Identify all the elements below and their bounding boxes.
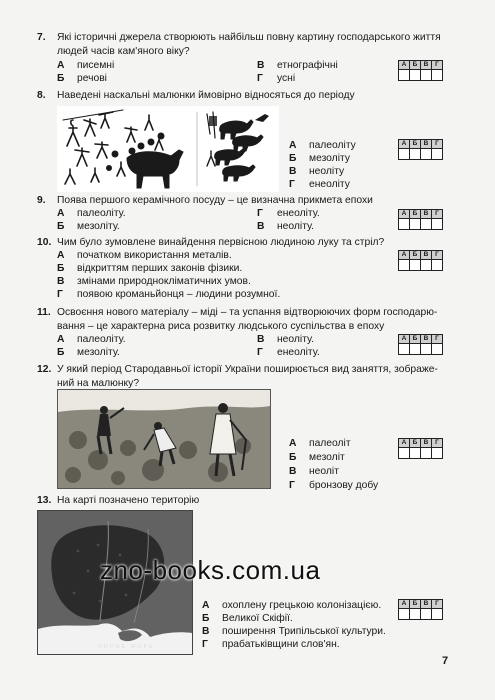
option-g: Г енеоліту <box>289 179 350 190</box>
answer-cell[interactable] <box>421 260 432 271</box>
question-10 <box>37 236 457 250</box>
answer-cell[interactable] <box>399 609 410 620</box>
rock-paintings-image <box>57 106 279 192</box>
answer-cell[interactable] <box>399 149 410 160</box>
option-a: А палеоліту. <box>57 334 126 345</box>
option-v: В етнографічні <box>257 60 338 71</box>
answer-cell[interactable] <box>432 70 443 81</box>
question-11 <box>37 306 457 333</box>
question-number: 13. <box>37 495 52 506</box>
answer-cell[interactable] <box>399 344 410 355</box>
question-12 <box>37 363 457 390</box>
answer-grid[interactable]: А Б В Г <box>398 334 443 355</box>
question-number: 7. <box>37 32 46 43</box>
answer-cell[interactable] <box>410 219 421 230</box>
answer-cell[interactable] <box>421 609 432 620</box>
question-number: 8. <box>37 90 46 101</box>
question-number: 12. <box>37 364 52 375</box>
answer-cell[interactable] <box>410 344 421 355</box>
question-text-line: Поява першого керамічного посуду – це визначна прикмета епохи <box>57 195 373 206</box>
answer-cell[interactable] <box>399 219 410 230</box>
option-a: А писемні <box>57 60 115 71</box>
option-a: А охоплену грецькою колонізацією. <box>202 600 382 611</box>
question-13 <box>37 494 457 508</box>
answer-grid[interactable]: А Б В Г <box>398 60 443 81</box>
option-b: Б відкриттям перших законів фізики. <box>57 263 243 274</box>
option-b: Б мезоліту <box>289 153 350 164</box>
option-v: В неоліт <box>289 466 339 477</box>
question-text-line: Які історичні джерела створюють найбільш повну картину господарського життя <box>57 32 441 43</box>
answer-cell[interactable] <box>421 149 432 160</box>
answer-cell[interactable] <box>410 70 421 81</box>
option-v: В неоліту <box>289 166 345 177</box>
option-g: Г прабатьківщини слов'ян. <box>202 639 340 650</box>
question-number: 11. <box>37 307 51 318</box>
option-b: Б Великої Скіфії. <box>202 613 293 624</box>
option-g: Г енеоліту. <box>257 208 320 219</box>
answer-cell[interactable] <box>432 260 443 271</box>
answer-cell[interactable] <box>432 219 443 230</box>
option-b: Б мезоліт <box>289 452 345 463</box>
answer-cell[interactable] <box>410 609 421 620</box>
option-v: В поширення Трипільської культури. <box>202 626 386 637</box>
option-g: Г появою кроманьйонця – людини розумної. <box>57 289 281 300</box>
option-a: А палеоліту. <box>57 208 126 219</box>
option-b: Б речові <box>57 73 107 84</box>
answer-cell[interactable] <box>399 448 410 459</box>
answer-cell[interactable] <box>410 448 421 459</box>
option-g: Г бронзову добу <box>289 480 379 491</box>
answer-grid[interactable]: А Б В Г <box>398 250 443 271</box>
question-text-line: Освоєння нового матеріалу – міді – та успання відтворюючих форм господарю- <box>57 307 438 318</box>
option-b: Б мезоліту. <box>57 221 120 232</box>
question-text-line: На карті позначено територію <box>57 495 200 506</box>
question-text-line: Наведені наскальні малюнки ймовірно відносяться до періоду <box>57 90 355 101</box>
answer-cell[interactable] <box>399 260 410 271</box>
answer-cell[interactable] <box>432 344 443 355</box>
answer-grid[interactable]: А Б В Г <box>398 139 443 160</box>
option-a: А палеоліту <box>289 140 356 151</box>
option-g: Г усні <box>257 73 296 84</box>
answer-grid[interactable]: А Б В Г <box>398 599 443 620</box>
question-text-line: У який період Стародавньої історії України поширюється вид заняття, зображе- <box>57 364 438 375</box>
question-text-line: вання – це характерна риса розвитку людського суспільства в епоху <box>57 320 385 332</box>
answer-cell[interactable] <box>410 260 421 271</box>
question-9 <box>37 194 457 208</box>
option-g: Г енеоліту. <box>257 347 320 358</box>
answer-cell[interactable] <box>421 448 432 459</box>
answer-cell[interactable] <box>432 448 443 459</box>
question-number: 9. <box>37 195 46 206</box>
question-7 <box>37 31 457 58</box>
question-number: 10. <box>37 237 52 248</box>
page-number: 7 <box>442 655 449 667</box>
answer-cell[interactable] <box>421 344 432 355</box>
answer-cell[interactable] <box>432 149 443 160</box>
question-text-line: людей часів кам'яного віку? <box>57 45 190 57</box>
option-v: В змінами природнокліматичних умов. <box>57 276 251 287</box>
option-v: В неоліту. <box>257 334 315 345</box>
map-sea-label: ЧОРНЕ МОРЕ <box>98 644 155 650</box>
answer-cell[interactable] <box>421 219 432 230</box>
answer-cell[interactable] <box>432 609 443 620</box>
answer-grid[interactable]: А Б В Г <box>398 438 443 459</box>
question-text-line: Чим було зумовлене винайдення первісною людиною луку та стріл? <box>57 237 385 248</box>
question-8 <box>37 89 457 103</box>
watermark: zno-books.com.ua <box>100 555 321 585</box>
option-v: В неоліту. <box>257 221 315 232</box>
option-b: Б мезоліту. <box>57 347 120 358</box>
question-text-line: ний на малюнку? <box>57 377 140 389</box>
answer-grid[interactable]: А Б В Г <box>398 209 443 230</box>
answer-cell[interactable] <box>421 70 432 81</box>
option-a: А початком використання металів. <box>57 250 232 261</box>
answer-cell[interactable] <box>399 70 410 81</box>
farming-illustration <box>57 389 271 489</box>
answer-cell[interactable] <box>410 149 421 160</box>
option-a: А палеоліт <box>289 438 351 449</box>
